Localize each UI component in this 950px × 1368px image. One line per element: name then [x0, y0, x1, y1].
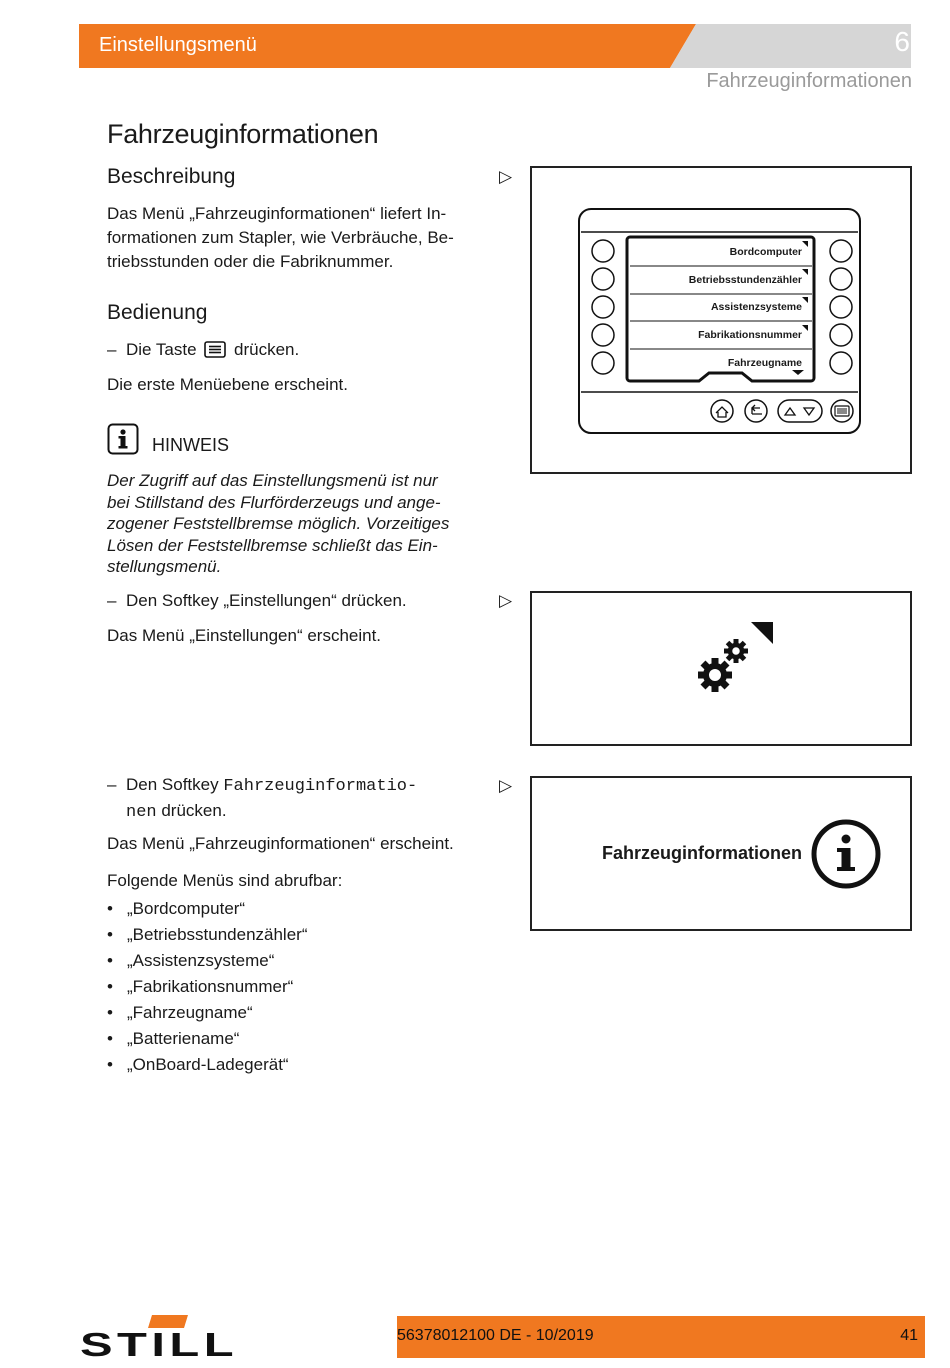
list-item: • „Batteriename“ [107, 1026, 307, 1052]
text-line: Das Menü „Fahrzeuginformationen“ liefert In- [107, 204, 447, 223]
chapter-tab [670, 24, 911, 68]
result-2: Das Menü „Einstellungen“ erscheint. [107, 626, 382, 645]
dash-marker: – [107, 340, 117, 359]
display-unit-drawing [532, 168, 910, 472]
softkey-label: Fahrzeuginformationen [602, 843, 803, 863]
page-title: Fahrzeuginformationen [107, 119, 379, 149]
step-arrow-icon: ▷ [499, 776, 513, 795]
info-icon [107, 423, 139, 460]
text-line: triebsstunden oder die Fabriknummer. [107, 252, 394, 271]
list-intro: Folgende Menüs sind abrufbar: [107, 871, 343, 890]
text-line: formationen zum Stapler, wie Verbräuche, Be- [107, 228, 454, 247]
figure-settings-softkey [530, 591, 912, 746]
result-3: Das Menü „Fahrzeuginformationen“ erscheint. [107, 834, 454, 853]
list-item: • „Betriebsstundenzähler“ [107, 922, 307, 948]
step-text: Den Softkey [126, 775, 219, 794]
text-line: Lösen der Feststellbremse schließt das Ein- [107, 535, 438, 555]
bedienung-heading: Bedienung [107, 301, 208, 324]
step-arrow-icon: ▷ [499, 591, 513, 610]
dash-marker: – [107, 775, 117, 794]
svg-text:STILL: STILL [80, 1326, 238, 1359]
display-item: Betriebsstundenzähler [688, 274, 802, 286]
step-3 [107, 773, 492, 825]
figure-display-unit [530, 166, 912, 474]
document-number: 56378012100 DE - 10/2019 [397, 1327, 594, 1344]
display-item: Fahrzeugname [727, 357, 802, 369]
text-line: stellungsmenü. [107, 557, 222, 576]
list-item: • „Fahrzeugname“ [107, 1000, 307, 1026]
softkey-code: Fahrzeuginformatio- [223, 777, 418, 796]
hinweis-text [107, 470, 449, 578]
step-arrow-icon: ▷ [499, 167, 513, 186]
text-line: bei Stillstand des Flurförderzeugs und ange- [107, 492, 441, 512]
step-2 [107, 589, 487, 613]
hinweis-label: HINWEIS [152, 435, 230, 455]
list-item: • „Fabrikationsnummer“ [107, 974, 307, 1000]
chapter-number: 6 [894, 26, 910, 57]
result-1: Die erste Menüebene erscheint. [107, 375, 348, 394]
softkey-code: nen [126, 803, 157, 822]
dash-marker: – [107, 591, 117, 610]
section-title: Einstellungsmenü [99, 34, 257, 56]
menu-list [107, 896, 307, 1078]
header-subtitle: Fahrzeuginformationen [706, 70, 912, 92]
list-item: • „Assistenzsysteme“ [107, 948, 307, 974]
step-text: drücken. [234, 340, 300, 359]
display-item: Bordcomputer [729, 246, 802, 258]
list-item: • „OnBoard-Ladegerät“ [107, 1052, 307, 1078]
still-logo [80, 1315, 240, 1364]
step-text: Die Taste [126, 340, 197, 359]
page-number: 41 [900, 1327, 918, 1344]
display-item: Assistenzsysteme [710, 301, 802, 313]
info-circle-icon [810, 818, 882, 890]
step-text: drücken. [161, 801, 227, 820]
beschreibung-heading: Beschreibung [107, 165, 236, 188]
figure-info-softkey [530, 776, 912, 931]
step-text: Den Softkey „Einstellungen“ drücken. [126, 591, 407, 610]
text-line: Der Zugriff auf das Einstellungsmenü ist nur [107, 471, 438, 490]
list-item: • „Bordcomputer“ [107, 896, 307, 922]
step-1 [107, 338, 487, 365]
beschreibung-text [107, 202, 454, 274]
menu-key-icon [204, 341, 226, 365]
gears-icon [532, 593, 910, 744]
text-line: zogener Feststellbremse möglich. Vorzeitiges [107, 514, 450, 533]
display-item: Fabrikationsnummer [698, 329, 802, 341]
